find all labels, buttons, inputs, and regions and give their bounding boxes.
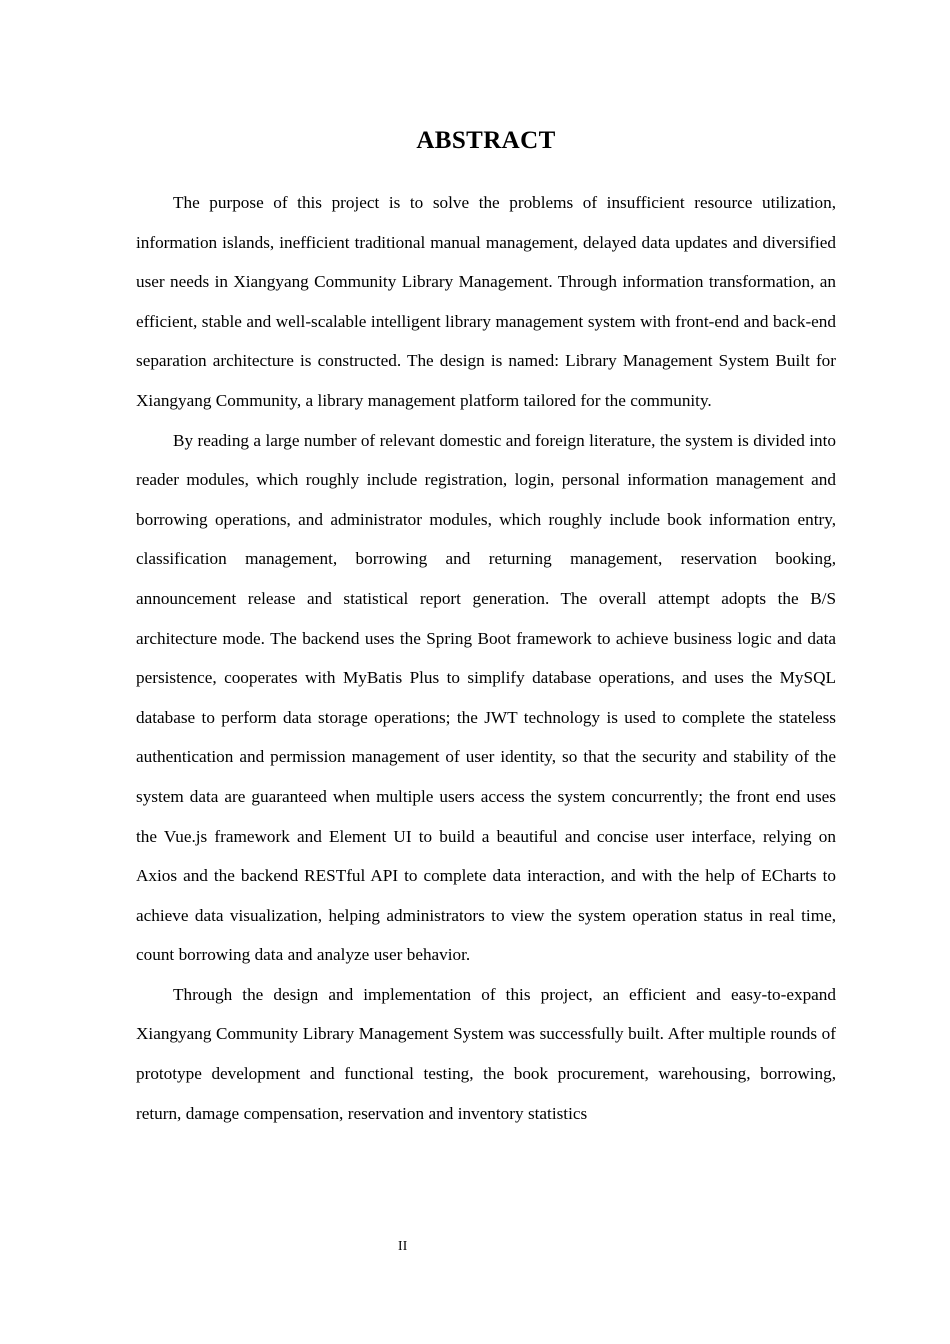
paragraph: Through the design and implementation of this project, an efficient and easy-to-expand Xiangyang Community Library Management System was successfully built. After multiple rounds of prototype development and functional testing, the book procurement, warehousing, borrowing, return, damage compensation, reservation and inventory statistics: [136, 984, 836, 1123]
abstract-body: [136, 183, 836, 1133]
page-number: II: [398, 1238, 408, 1253]
paragraph: The purpose of this project is to solve the problems of insufficient resource utilization, information islands, inefficient traditional manual management, delayed data updates and diversified user needs in Xiangyang Community Library Management. Through information transformation, an efficient, stable and well-scalable intelligent library management system with front-end and back-end separation architecture is constructed. The design is named: Library Management System Built for Xiangyang Community, a library management platform tailored for the community.: [136, 193, 836, 410]
page-title: ABSTRACT: [416, 127, 556, 154]
paragraph: By reading a large number of relevant domestic and foreign literature, the system is divided into reader modules, which roughly include registration, login, personal information management and borrowing operations, and administrator modules, which roughly include book information entry, classification management, borrowing and returning management, reservation booking, announcement release and statistical report generation. The overall attempt adopts the B/S architecture mode. The backend uses the Spring Boot framework to achieve business logic and data persistence, cooperates with MyBatis Plus to simplify database operations, and uses the MySQL database to perform data storage operations; the JWT technology is used to complete the stateless authentication and permission management of user identity, so that the security and stability of the system data are guaranteed when multiple users access the system concurrently; the front end uses the Vue.js framework and Element UI to build a beautiful and concise user interface, relying on Axios and the backend RESTful API to complete data interaction, and with the help of ECharts to achieve data visualization, helping administrators to view the system operation status in real time, count borrowing data and analyze user behavior.: [136, 430, 836, 965]
page-content: [136, 0, 836, 1133]
